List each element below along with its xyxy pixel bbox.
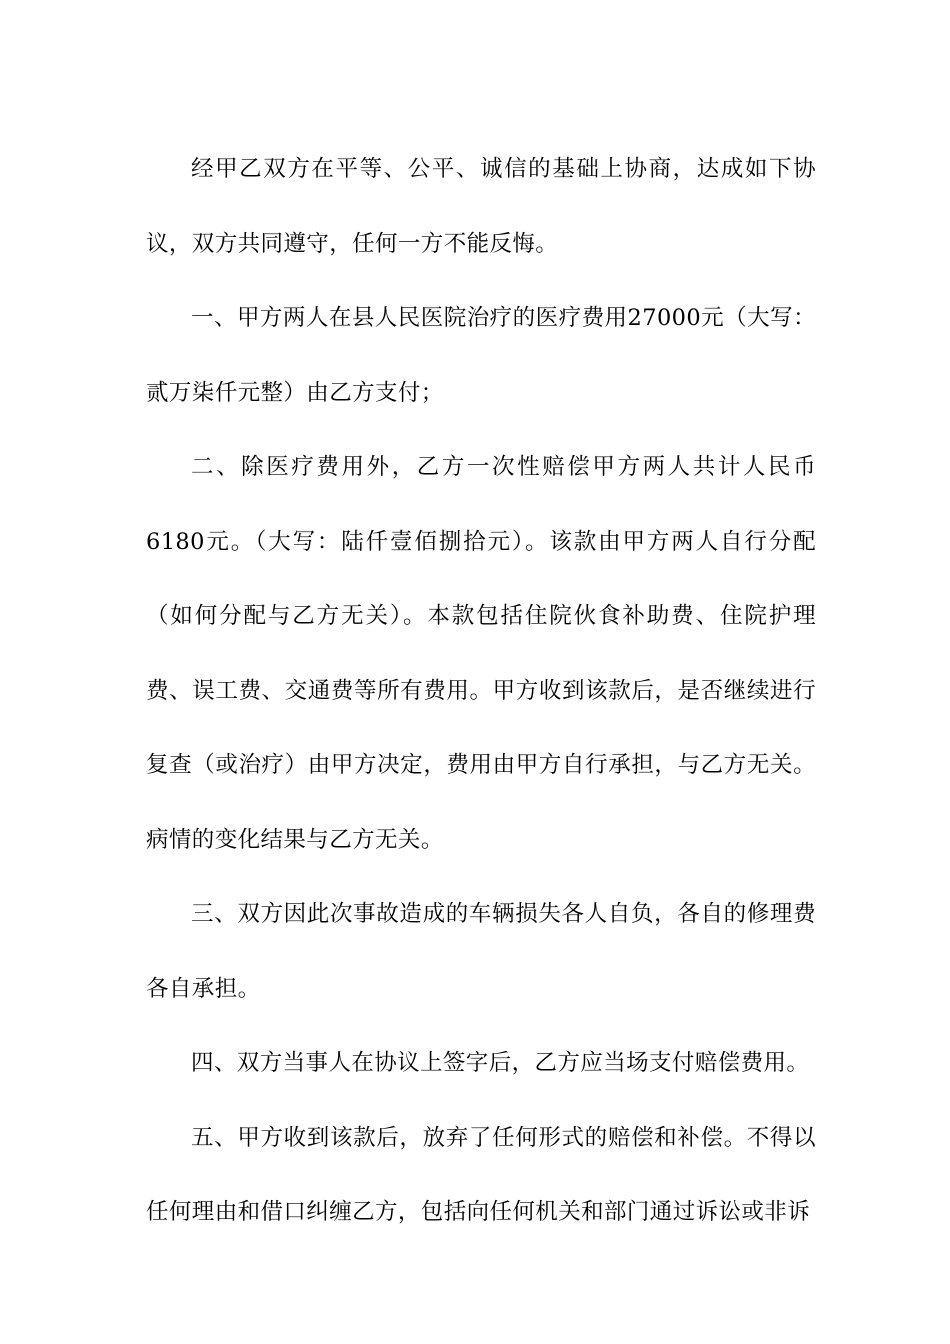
paragraph-clause-2: 二、除医疗费用外，乙方一次性赔偿甲方两人共计人民币6180元。（大写：陆仟壹佰捌拾元）。该款由甲方两人自行分配（如何分配与乙方无关）。本款包括住院伙食补助费、住院护理费、误工费、交通费等所有费用。甲方收到该款后，是否继续进行复查（或治疗）由甲方决定，费用由甲方自行承担，与乙方无关。病情的变化结果与乙方无关。 — [146, 454, 816, 853]
paragraph-clause-1: 一、甲方两人在县人民医院治疗的医疗费用27000元（大写：贰万柒仟元整）由乙方支付； — [146, 305, 816, 406]
paragraph-intro: 经甲乙双方在平等、公平、诚信的基础上协商，达成如下协议，双方共同遵守，任何一方不能反悔。 — [146, 156, 816, 257]
paragraph-clause-5: 五、甲方收到该款后，放弃了任何形式的赔偿和补偿。不得以任何理由和借口纠缠乙方，包括向任何机关和部门通过诉讼或非诉 — [146, 1124, 816, 1225]
paragraph-clause-4: 四、双方当事人在协议上签字后，乙方应当场支付赔偿费用。 — [191, 1050, 810, 1076]
paragraph-clause-3: 三、双方因此次事故造成的车辆损失各人自负，各自的修理费各自承担。 — [146, 901, 816, 1002]
agreement-body — [146, 132, 816, 1250]
